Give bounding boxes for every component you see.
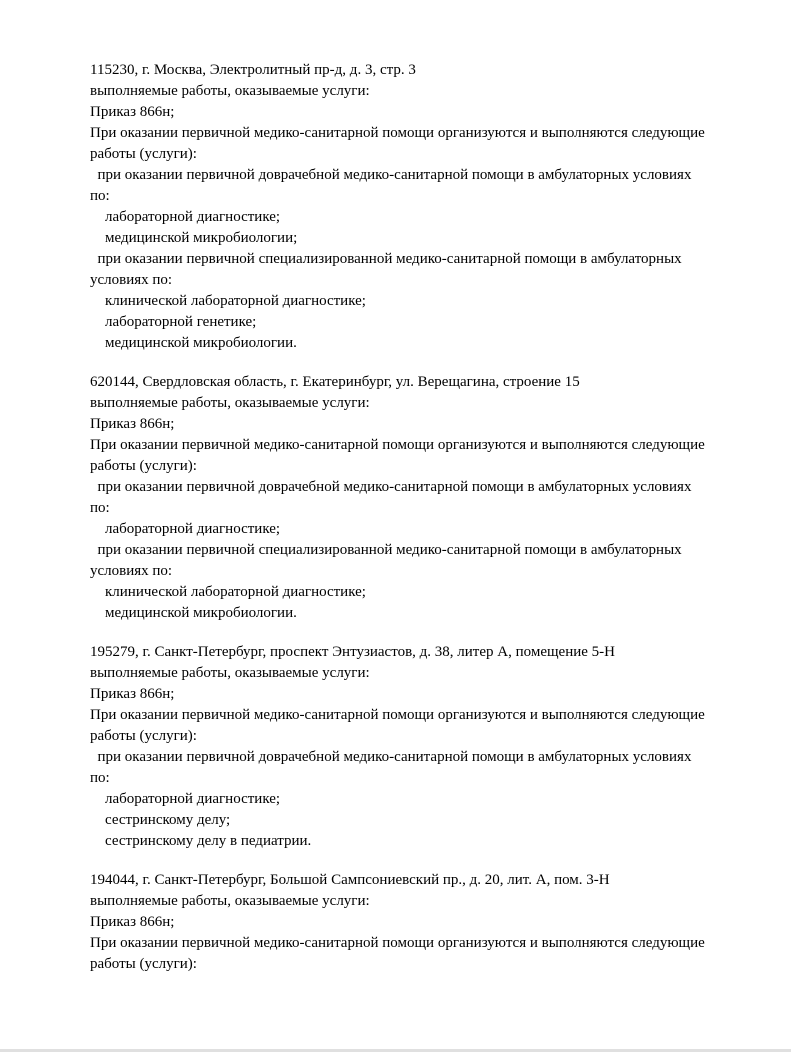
- document-line: сестринскому делу;: [90, 812, 231, 828]
- document-line: При оказании первичной медико-санитарной помощи организуются и выполняются следующие: [90, 707, 705, 723]
- document-line: При оказании первичной медико-санитарной помощи организуются и выполняются следующие: [90, 125, 705, 141]
- document-line: работы (услуги):: [90, 146, 197, 162]
- document-line: лабораторной генетике;: [90, 314, 257, 330]
- document-line: условиях по:: [90, 272, 173, 288]
- document-line: по:: [90, 188, 110, 204]
- document-line: по:: [90, 770, 110, 786]
- document-line: работы (услуги):: [90, 956, 197, 972]
- license-address-section: [90, 642, 771, 852]
- document-line: медицинской микробиологии;: [90, 230, 298, 246]
- document-line: по:: [90, 500, 110, 516]
- document-line: при оказании первичной доврачебной медико-санитарной помощи в амбулаторных условиях: [90, 167, 692, 183]
- document-line: сестринскому делу в педиатрии.: [90, 833, 312, 849]
- document-line: лабораторной диагностике;: [90, 521, 281, 537]
- document-line: при оказании первичной специализированной медико-санитарной помощи в амбулаторных: [90, 542, 682, 558]
- document-line: Приказ 866н;: [90, 914, 175, 930]
- license-address-section: [90, 60, 771, 354]
- license-address-section: [90, 870, 771, 975]
- bottom-divider: [0, 1049, 791, 1052]
- document-line: условиях по:: [90, 563, 173, 579]
- address-line: 620144, Свердловская область, г. Екатеринбург, ул. Верещагина, строение 15: [90, 374, 580, 390]
- document-line: выполняемые работы, оказываемые услуги:: [90, 395, 370, 411]
- document-line: при оказании первичной доврачебной медико-санитарной помощи в амбулаторных условиях: [90, 749, 692, 765]
- document-line: Приказ 866н;: [90, 416, 175, 432]
- address-line: 115230, г. Москва, Электролитный пр-д, д. 3, стр. 3: [90, 62, 416, 78]
- document-line: выполняемые работы, оказываемые услуги:: [90, 665, 370, 681]
- address-line: 195279, г. Санкт-Петербург, проспект Энтузиастов, д. 38, литер А, помещение 5-Н: [90, 644, 615, 660]
- document-line: При оказании первичной медико-санитарной помощи организуются и выполняются следующие: [90, 935, 705, 951]
- document-line: работы (услуги):: [90, 458, 197, 474]
- document-line: при оказании первичной специализированной медико-санитарной помощи в амбулаторных: [90, 251, 682, 267]
- document-line: клинической лабораторной диагностике;: [90, 293, 366, 309]
- document-line: При оказании первичной медико-санитарной помощи организуются и выполняются следующие: [90, 437, 705, 453]
- document-line: выполняемые работы, оказываемые услуги:: [90, 893, 370, 909]
- document-line: медицинской микробиологии.: [90, 605, 297, 621]
- document-line: выполняемые работы, оказываемые услуги:: [90, 83, 370, 99]
- license-works-list: [90, 60, 771, 975]
- document-line: Приказ 866н;: [90, 686, 175, 702]
- document-line: лабораторной диагностике;: [90, 209, 281, 225]
- address-line: 194044, г. Санкт-Петербург, Большой Сампсониевский пр., д. 20, лит. А, пом. 3-Н: [90, 872, 610, 888]
- document-line: медицинской микробиологии.: [90, 335, 297, 351]
- document-line: лабораторной диагностике;: [90, 791, 281, 807]
- document-line: работы (услуги):: [90, 728, 197, 744]
- license-address-section: [90, 372, 771, 624]
- document-line: при оказании первичной доврачебной медико-санитарной помощи в амбулаторных условиях: [90, 479, 692, 495]
- document-line: клинической лабораторной диагностике;: [90, 584, 366, 600]
- document-line: Приказ 866н;: [90, 104, 175, 120]
